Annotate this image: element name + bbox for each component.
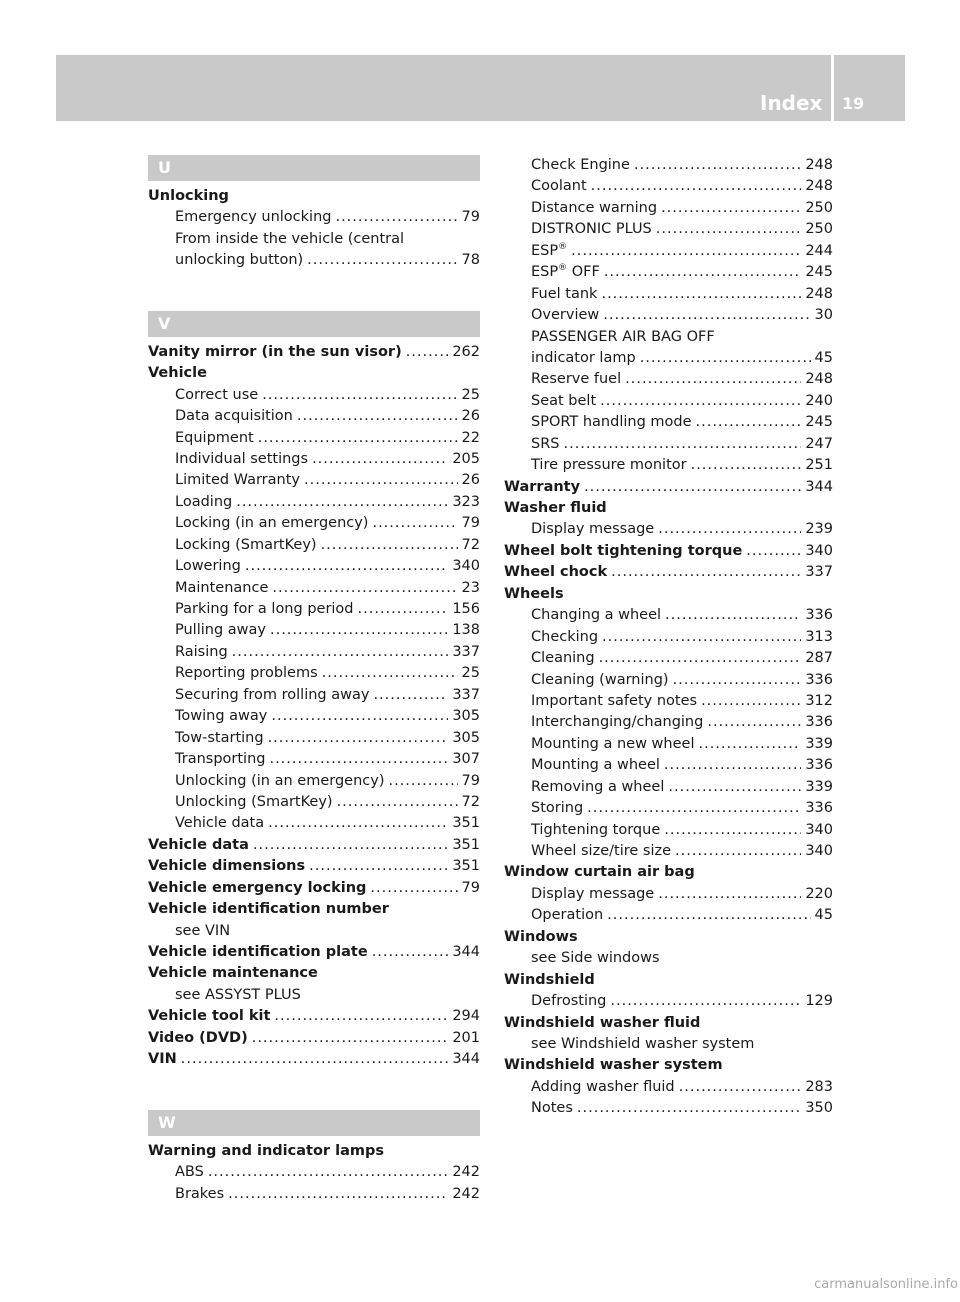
index-see-reference: see Windshield washer system — [531, 1035, 755, 1052]
index-subentry: Reporting problems ..... 25 — [148, 663, 480, 684]
index-see-reference: see ASSYST PLUS — [175, 986, 301, 1003]
index-entry: Windshield washer fluid — [504, 1014, 701, 1031]
header-divider — [831, 55, 834, 121]
index-subentry: Reserve fuel ..... 248 — [504, 369, 833, 390]
index-entry: Vanity mirror (in the sun visor) ..... 262 — [148, 342, 480, 363]
index-entry: Wheel bolt tightening torque ..... 340 — [504, 541, 833, 562]
index-entry: Vehicle data ..... 351 — [148, 835, 480, 856]
index-subentry: Individual settings ..... 205 — [148, 449, 480, 470]
index-subentry: Lowering ..... 340 — [148, 556, 480, 577]
index-subentry: Storing ..... 336 — [504, 798, 833, 819]
index-subentry: Fuel tank ..... 248 — [504, 284, 833, 305]
index-subentry: SRS ..... 247 — [504, 434, 833, 455]
index-subentry: Equipment ..... 22 — [148, 428, 480, 449]
index-entry: Wheel chock ..... 337 — [504, 562, 833, 583]
index-subentry: Brakes ..... 242 — [148, 1184, 480, 1205]
section-header-v: V — [148, 311, 480, 337]
index-subentry: Data acquisition ..... 26 — [148, 406, 480, 427]
index-subentry: Coolant ..... 248 — [504, 176, 833, 197]
index-subentry: Correct use ..... 25 — [148, 385, 480, 406]
index-subentry: Transporting ..... 307 — [148, 749, 480, 770]
index-subentry: Interchanging/changing ..... 336 — [504, 712, 833, 733]
index-subentry: Vehicle data ..... 351 — [148, 813, 480, 834]
index-subentry: Tightening torque ..... 340 — [504, 820, 833, 841]
section-header-u: U — [148, 155, 480, 181]
index-subentry: unlocking button) ..... 78 — [148, 250, 480, 271]
index-subentry: Defrosting ..... 129 — [504, 991, 833, 1012]
index-subentry: ESP® OFF ..... 245 — [504, 262, 833, 283]
index-entry: Vehicle dimensions ..... 351 — [148, 856, 480, 877]
index-subentry: indicator lamp ..... 45 — [504, 348, 833, 369]
index-entry: Washer fluid — [504, 500, 607, 516]
index-subentry: Unlocking (in an emergency) ..... 79 — [148, 771, 480, 792]
index-subentry: ABS ..... 242 — [148, 1162, 480, 1183]
index-subentry: Maintenance ..... 23 — [148, 578, 480, 599]
index-subentry: Adding washer fluid ..... 283 — [504, 1077, 833, 1098]
index-see-reference: see Side windows — [531, 950, 660, 967]
index-entry: Wheels — [504, 585, 564, 602]
index-subentry: Mounting a wheel ..... 336 — [504, 755, 833, 776]
index-entry: Windshield washer system — [504, 1057, 723, 1074]
index-subentry: Limited Warranty ..... 26 — [148, 470, 480, 491]
index-entry: Vehicle tool kit ..... 294 — [148, 1006, 480, 1027]
page-title: Index — [760, 91, 823, 115]
index-subentry: Locking (in an emergency) ..... 79 — [148, 513, 480, 534]
index-subentry: Important safety notes ..... 312 — [504, 691, 833, 712]
index-entry: Warranty ..... 344 — [504, 477, 833, 498]
index-subentry: SPORT handling mode ..... 245 — [504, 412, 833, 433]
index-subentry: Display message ..... 239 — [504, 519, 833, 540]
index-entry: Vehicle identification number — [148, 901, 389, 918]
index-subentry: Distance warning ..... 250 — [504, 198, 833, 219]
index-subentry: Display message ..... 220 — [504, 884, 833, 905]
index-subentry: Tow-starting ..... 305 — [148, 728, 480, 749]
section-header-w: W — [148, 1110, 480, 1136]
index-subentry: Removing a wheel ..... 339 — [504, 777, 833, 798]
index-entry: VIN ..... 344 — [148, 1049, 480, 1070]
index-subentry: Tire pressure monitor ..... 251 — [504, 455, 833, 476]
index-subentry: ESP® ..... 244 — [504, 241, 833, 262]
index-see-reference: see VIN — [175, 922, 231, 939]
index-entry: Windshield — [504, 971, 595, 988]
index-entry: Vehicle emergency locking ..... 79 — [148, 878, 480, 899]
index-subentry: Cleaning (warning) ..... 336 — [504, 670, 833, 691]
index-subentry: Mounting a new wheel ..... 339 — [504, 734, 833, 755]
watermark: carmanualsonline.info — [814, 1277, 958, 1292]
index-subentry: Operation ..... 45 — [504, 905, 833, 926]
index-subentry: Check Engine ..... 248 — [504, 155, 833, 176]
index-subentry: From inside the vehicle (central — [175, 230, 405, 247]
index-entry: Warning and indicator lamps — [148, 1142, 384, 1159]
index-subentry: Pulling away ..... 138 — [148, 620, 480, 641]
index-subentry: Overview ..... 30 — [504, 305, 833, 326]
index-entry: Vehicle maintenance — [148, 965, 318, 982]
page-number: 19 — [842, 94, 865, 113]
index-column-left — [148, 155, 480, 1205]
index-subentry: Raising ..... 337 — [148, 642, 480, 663]
index-subentry: Wheel size/tire size ..... 340 — [504, 841, 833, 862]
index-entry: Vehicle — [148, 365, 207, 382]
index-entry: Vehicle identification plate ..... 344 — [148, 942, 480, 963]
index-subentry: Emergency unlocking ..... 79 — [148, 207, 480, 228]
index-subentry: Parking for a long period ..... 156 — [148, 599, 480, 620]
index-column-right — [504, 155, 833, 1120]
index-subentry: Seat belt ..... 240 — [504, 391, 833, 412]
index-subentry: Notes ..... 350 — [504, 1098, 833, 1119]
index-entry: Unlocking — [148, 188, 229, 204]
index-subentry: Loading ..... 323 — [148, 492, 480, 513]
index-entry: Windows — [504, 928, 578, 945]
index-subentry: Securing from rolling away ..... 337 — [148, 685, 480, 706]
index-subentry: Changing a wheel ..... 336 — [504, 605, 833, 626]
index-entry: Window curtain air bag — [504, 864, 695, 881]
index-subentry: Locking (SmartKey) ..... 72 — [148, 535, 480, 556]
index-subentry: Unlocking (SmartKey) ..... 72 — [148, 792, 480, 813]
index-subentry: DISTRONIC PLUS ..... 250 — [504, 219, 833, 240]
index-subentry: Towing away ..... 305 — [148, 706, 480, 727]
index-subentry: Checking ..... 313 — [504, 627, 833, 648]
index-subentry: PASSENGER AIR BAG OFF — [531, 328, 715, 345]
index-entry: Video (DVD) ..... 201 — [148, 1028, 480, 1049]
index-subentry: Cleaning ..... 287 — [504, 648, 833, 669]
